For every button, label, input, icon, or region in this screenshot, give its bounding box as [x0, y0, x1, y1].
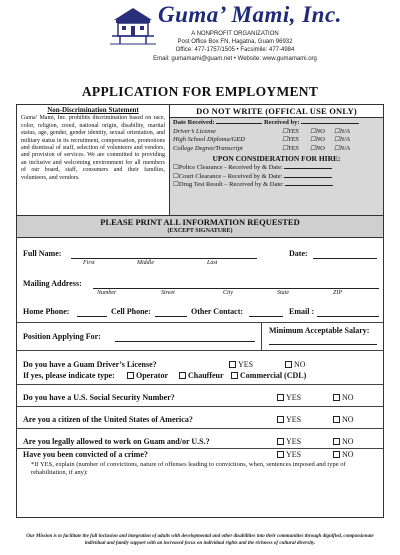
checkbox-icon: [333, 394, 340, 401]
divider: [17, 384, 383, 385]
office-row-opt: ☐N/A: [334, 136, 350, 144]
office-row-opt: ☐N/A: [334, 144, 350, 152]
home-phone-label: Home Phone:: [23, 307, 70, 316]
license-no-option[interactable]: NO: [285, 360, 306, 369]
number-caption: Number: [97, 290, 117, 296]
full-name-label: Full Name:: [23, 249, 62, 258]
office-use-panel: [169, 105, 383, 215]
zip-caption: ZIP: [333, 290, 342, 296]
convicted-yes-option[interactable]: YES: [277, 450, 301, 459]
full-name-field[interactable]: [71, 258, 257, 259]
convicted-no-option[interactable]: NO: [333, 450, 354, 459]
non-discrimination-heading: Non-Discrimination Statement: [47, 106, 139, 114]
checkbox-icon: [277, 394, 284, 401]
received-by-label: Received by:: [263, 119, 300, 126]
divider: [17, 350, 383, 351]
legal-work-question: Are you legally allowed to work on Guam and/or U.S.?: [23, 437, 210, 446]
other-contact-label: Other Contact:: [191, 307, 244, 316]
org-address: Post Office Box FN, Hagatna, Guam 96932: [177, 39, 293, 46]
mailing-address-label: Mailing Address:: [23, 279, 82, 288]
divider: [17, 406, 383, 407]
date-received-label: Date Received:: [173, 119, 215, 126]
org-email-website: Email: gumamami@guam.net • Website: www.gumamami.org: [153, 55, 317, 62]
citizen-question: Are you a citizen of the United States of America?: [23, 415, 193, 424]
citizen-yes-option[interactable]: YES: [277, 415, 301, 424]
license-question: Do you have a Guam Driver’s License?: [23, 360, 157, 369]
email-field[interactable]: [317, 316, 379, 317]
operator-option[interactable]: Operator: [127, 371, 168, 380]
conviction-explanation-note: *If YES, explain (number of convictions, nature of offenses leading to convictions, when, sentences imposed and type of rehabilitation, if any):: [31, 461, 346, 476]
chauffeur-option[interactable]: Chauffeur: [179, 371, 224, 380]
office-date-received-row: [170, 118, 383, 128]
checkbox-icon: [277, 451, 284, 458]
ssn-no-option[interactable]: NO: [333, 393, 354, 402]
cell-phone-label: Cell Phone:: [111, 307, 151, 316]
other-contact-field[interactable]: [249, 316, 283, 317]
license-type-question: If yes, please indicate type:: [23, 371, 115, 380]
conviction-explanation-field[interactable]: [23, 480, 377, 514]
citizen-no-option[interactable]: NO: [333, 415, 354, 424]
org-phones: Office: 477-1757/1505 • Facsimile: 477-4984: [175, 47, 295, 54]
checkbox-icon: [179, 372, 186, 379]
position-field[interactable]: [115, 341, 255, 342]
print-notice-main: PLEASE PRINT ALL INFORMATION REQUESTED: [100, 217, 300, 227]
date-field[interactable]: [313, 258, 377, 259]
checkbox-icon: [229, 361, 236, 368]
print-notice-sub: (EXCEPT SIGNATURE): [167, 228, 233, 234]
divider: [17, 428, 383, 429]
office-row-college-degree: [170, 145, 383, 153]
court-clearance-row: ☐Court Clearance – Received by & Date:: [170, 172, 383, 180]
org-contact-info: [130, 30, 340, 63]
checkbox-icon: [231, 372, 238, 379]
office-row-label: High School Diploma/GED: [173, 136, 245, 144]
mission-statement: Our Mission is to facilitate the full inclusion and integration of adults with developmental and other disabilities into their communities through dignified, compassionate individual and family support with an increased focus on individual rights and the richness of cultural diversity.: [26, 534, 374, 546]
license-yes-option[interactable]: YES: [229, 360, 253, 369]
home-phone-field[interactable]: [77, 316, 107, 317]
non-discrimination-body: Guma’ Mami, Inc. prohibits discrimination based on race, color, religion, creed, national origin, disability, marital status, age, gender, gender identity, sexual orientation, and military status in its recruitment, compensation, promotions and dismissal of staff, selection of volunteers and vendors, and provision of services. We are committed to providing an inclusive and welcoming environment for all members of our board, staff, consumers and their families, volunteers, and vendors.: [21, 115, 165, 181]
ssn-yes-option[interactable]: YES: [277, 393, 301, 402]
last-name-caption: Last: [207, 260, 218, 266]
divider: [17, 322, 383, 323]
checkbox-icon: [333, 416, 340, 423]
org-name: Guma’ Mami, Inc.: [158, 2, 342, 27]
checkbox-icon: [333, 438, 340, 445]
date-label: Date:: [289, 249, 308, 258]
email-label: Email :: [289, 307, 315, 316]
office-row-opt: ☐NO: [310, 136, 325, 144]
office-row-opt: ☐N/A: [334, 128, 350, 135]
consideration-heading: UPON CONSIDERATION FOR HIRE:: [212, 154, 341, 164]
page-title: APPLICATION FOR EMPLOYMENT: [81, 84, 319, 99]
legal-yes-option[interactable]: YES: [277, 437, 301, 446]
top-section: [16, 104, 384, 216]
divider: [261, 322, 262, 350]
drug-test-row: ☐Drug Test Result – Received by & Date:: [170, 180, 383, 188]
legal-no-option[interactable]: NO: [333, 437, 354, 446]
checkbox-icon: [277, 438, 284, 445]
office-row-diploma: [170, 136, 383, 144]
office-row-drivers-license: [170, 128, 383, 136]
checkbox-icon: [277, 416, 284, 423]
cell-phone-field[interactable]: [155, 316, 187, 317]
commercial-option[interactable]: Commercial (CDL): [231, 371, 306, 380]
mailing-address-field[interactable]: [93, 288, 379, 289]
application-form: [16, 238, 384, 518]
first-name-caption: First: [83, 260, 95, 266]
convicted-question: Have you been convicted of a crime?: [23, 450, 148, 459]
office-row-opt: ☐NO: [310, 128, 325, 135]
middle-name-caption: Middle: [137, 260, 154, 266]
position-label: Position Applying For:: [23, 332, 101, 341]
checkbox-icon: [333, 451, 340, 458]
checkbox-icon: [127, 372, 134, 379]
non-discrimination-statement: [17, 105, 169, 215]
street-caption: Street: [161, 290, 175, 296]
letterhead: [0, 0, 400, 78]
checkbox-icon: [285, 361, 292, 368]
min-salary-field[interactable]: [269, 344, 377, 345]
office-row-opt: ☐YES: [282, 128, 299, 135]
office-row-opt: ☐YES: [282, 144, 299, 152]
ssn-question: Do you have a U.S. Social Security Number?: [23, 393, 175, 402]
police-clearance-row: ☐Police Clearance - Received by & Date:: [170, 163, 383, 171]
date-received-line: [216, 118, 262, 124]
state-caption: State: [277, 290, 289, 296]
print-notice: [16, 216, 384, 238]
office-row-opt: ☐YES: [282, 136, 299, 144]
office-row-label: College Degree/Transcript: [173, 144, 243, 152]
min-salary-label: Minimum Acceptable Salary:: [269, 326, 370, 335]
org-subtitle: A NONPROFIT ORGANIZATION: [191, 31, 279, 37]
office-row-opt: ☐NO: [310, 144, 325, 152]
office-use-heading: DO NOT WRITE (OFFICAL USE ONLY): [170, 105, 383, 118]
office-row-label: Driver’s License: [173, 128, 216, 135]
received-by-line: [301, 118, 359, 124]
divider: [17, 448, 383, 449]
city-caption: City: [223, 290, 233, 296]
